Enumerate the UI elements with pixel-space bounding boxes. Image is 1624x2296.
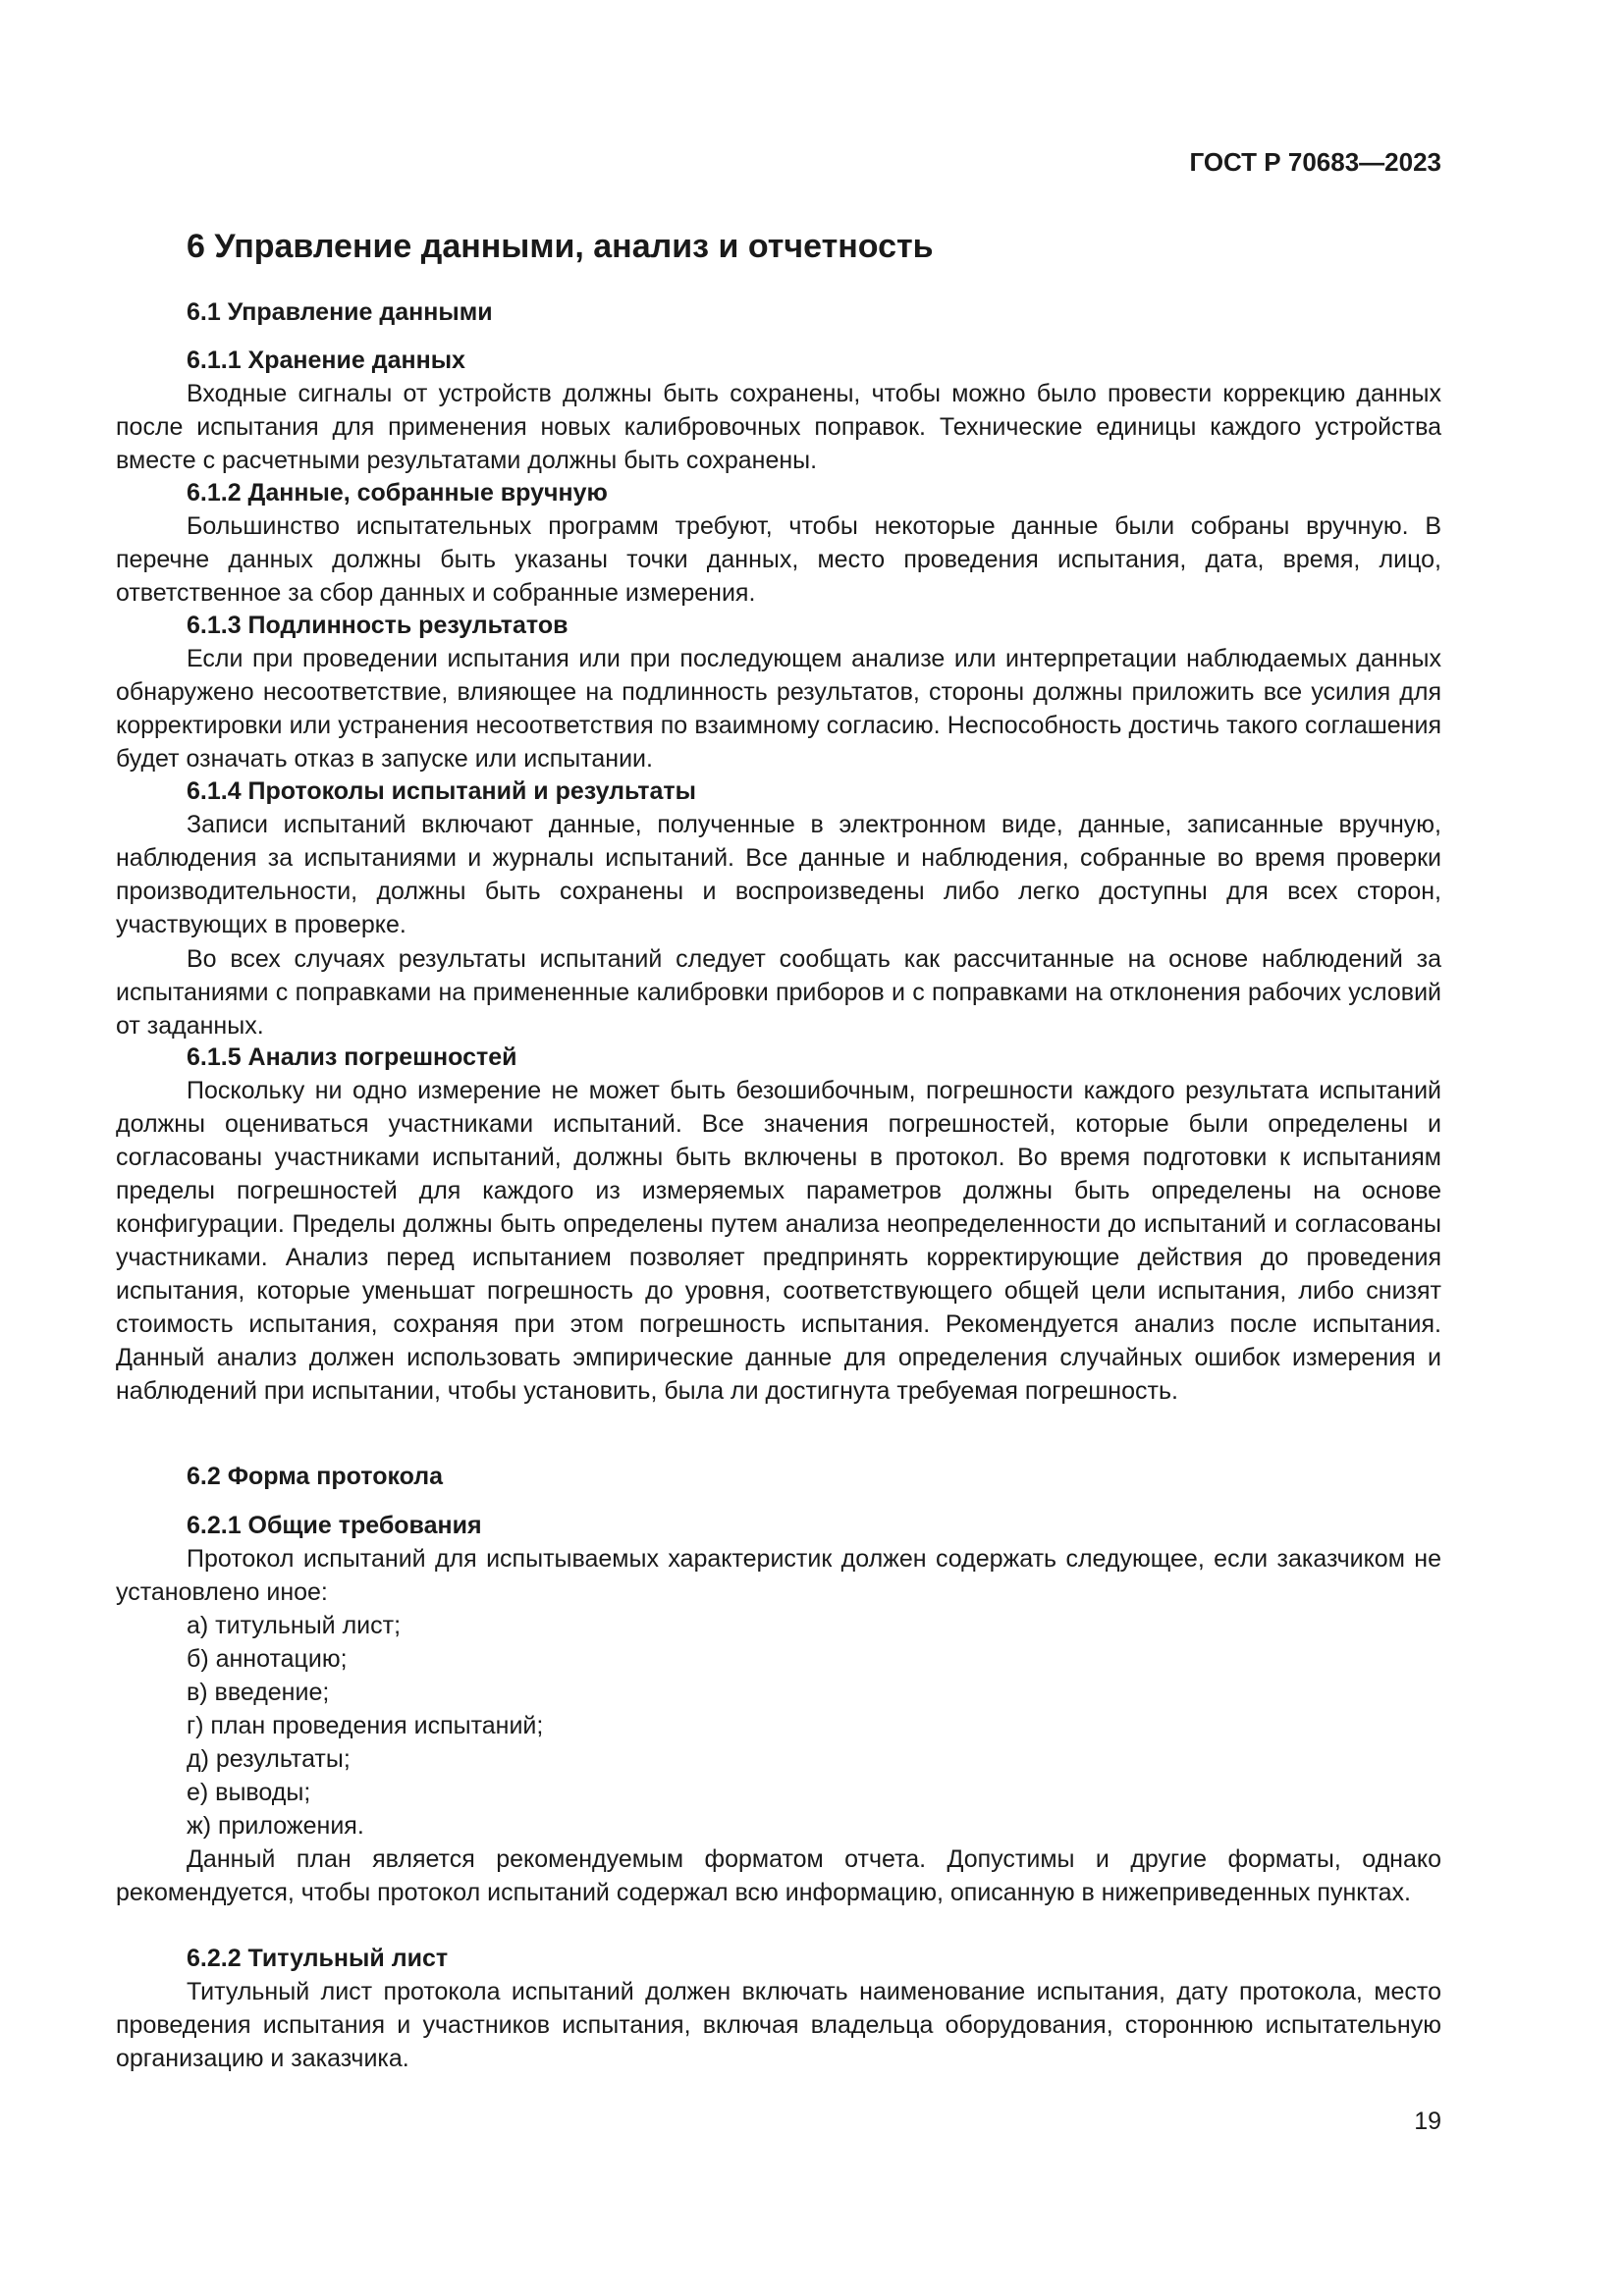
clause-6-1-4-paragraph-2: Во всех случаях результаты испытаний следует сообщать как рассчитанные на основе наблюдений за испытаниями с поправками на примененные калибровки приборов и с поправками на отклонения рабочих условий от заданных.: [116, 945, 1441, 1040]
page-number: 19: [1414, 2108, 1441, 2135]
list-item: е) выводы;: [187, 1779, 311, 1806]
clause-title-6-2-1: 6.2.1 Общие требования: [187, 1512, 482, 1539]
list-item: г) план проведения испытаний;: [187, 1712, 544, 1739]
clause-title-6-2-2: 6.2.2 Титульный лист: [187, 1945, 449, 1972]
list-item: а) титульный лист;: [187, 1612, 402, 1639]
standard-code: ГОСТ Р 70683—2023: [1189, 147, 1441, 177]
clause-6-2-1-paragraph-1: Протокол испытаний для испытываемых характеристик должен содержать следующее, если заказчиком не установлено иное:: [116, 1545, 1441, 1606]
clause-title-6-1-1: 6.1.1 Хранение данных: [187, 347, 465, 374]
list-item: в) введение;: [187, 1679, 330, 1706]
list-item: б) аннотацию;: [187, 1645, 348, 1673]
clause-6-1-3-paragraph: Если при проведении испытания или при последующем анализе или интерпретации наблюдаемых данных обнаружено несоответствие, влияющее на подлинность результатов, стороны должны приложить все усилия для корректировки или устранения несоответствия по взаимному согласию. Неспособность достичь такого соглашения будет означать отказ в запуске или испытании.: [116, 645, 1441, 773]
clause-title-6-1-5: 6.1.5 Анализ погрешностей: [187, 1043, 517, 1071]
subsection-title-6-2: 6.2 Форма протокола: [187, 1463, 444, 1490]
clause-title-6-1-3: 6.1.3 Подлинность результатов: [187, 612, 568, 639]
clause-6-2-2-paragraph: Титульный лист протокола испытаний должен включать наименование испытания, дату протокола, место проведения испытания и участников испытания, включая владельца оборудования, стороннюю испытательную организацию и заказчика.: [116, 1978, 1441, 2072]
clause-6-2-1-paragraph-2: Данный план является рекомендуемым форматом отчета. Допустимы и другие форматы, однако рекомендуется, чтобы протокол испытаний содержал всю информацию, описанную в нижеприведенных пунктах.: [116, 1845, 1441, 1906]
subsection-title-6-1: 6.1 Управление данными: [187, 298, 493, 326]
section-title: 6 Управление данными, анализ и отчетность: [187, 228, 934, 265]
clause-6-1-1-paragraph: Входные сигналы от устройств должны быть сохранены, чтобы можно было провести коррекцию данных после испытания для применения новых калибровочных поправок. Технические единицы каждого устройства вместе с расчетными результатами должны быть сохранены.: [116, 380, 1441, 474]
clause-6-1-2-paragraph: Большинство испытательных программ требуют, чтобы некоторые данные были собраны вручную. В перечне данных должны быть указаны точки данных, место проведения испытания, дата, время, лицо, ответственное за сбор данных и собранные измерения.: [116, 512, 1441, 607]
clause-6-1-4-paragraph-1: Записи испытаний включают данные, полученные в электронном виде, данные, записанные вручную, наблюдения за испытаниями и журналы испытаний. Все данные и наблюдения, собранные во время проверки производительности, должны быть сохранены и воспроизведены либо легко доступны для всех сторон, участвующих в проверке.: [116, 811, 1441, 938]
list-item: ж) приложения.: [187, 1812, 364, 1840]
clause-6-1-5-paragraph: Поскольку ни одно измерение не может быть безошибочным, погрешности каждого результата испытаний должны оцениваться участниками испытаний. Все значения погрешностей, которые были определены и согласованы участниками испытаний, должны быть включены в протокол. Во время подготовки к испытаниям пределы погрешностей для каждого из измеряемых параметров должны быть определены на основе конфигурации. Пределы должны быть определены путем анализа неопределенности до испытаний и согласованы участниками. Анализ перед испытанием позволяет предпринять корректирующие действия до проведения испытания, которые уменьшат погрешность до уровня, соответствующего общей цели испытания, либо снизят стоимость испытания, сохраняя при этом погрешность испытания. Рекомендуется анализ после испытания. Данный анализ должен использовать эмпирические данные для определения случайных ошибок измерения и наблюдений при испытании, чтобы установить, была ли достигнута требуемая погрешность.: [116, 1077, 1441, 1405]
clause-title-6-1-4: 6.1.4 Протоколы испытаний и результаты: [187, 777, 696, 805]
clause-title-6-1-2: 6.1.2 Данные, собранные вручную: [187, 479, 608, 507]
report-contents-list: [187, 1609, 543, 1842]
list-item: д) результаты;: [187, 1745, 351, 1773]
